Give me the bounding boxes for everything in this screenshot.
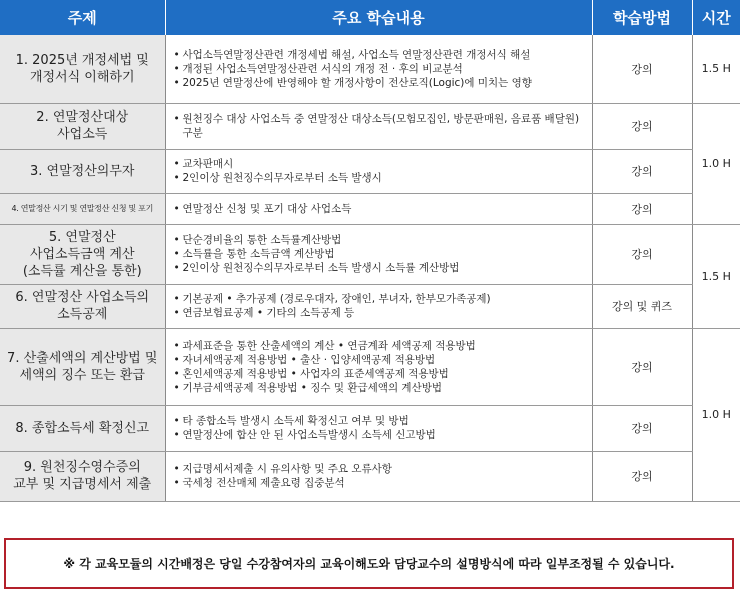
header-row: [0, 0, 740, 35]
content-item: • 개정된 사업소득연말정산관련 서식의 개정 전 · 후의 비교분석: [174, 62, 588, 76]
content-item: • 과세표준을 통한 산출세액의 계산 • 연금계좌 세액공제 적용방법: [174, 339, 588, 353]
method-cell: 강의: [592, 224, 692, 284]
header-time: 시간: [692, 0, 740, 35]
topic-line: 소득공제: [57, 307, 108, 322]
topic-line: 8. 종합소득세 확정신고: [15, 420, 150, 436]
content-item: • 기본공제 • 추가공제 (경로우대자, 장애인, 부녀자, 한부모가족공제): [174, 292, 588, 306]
content-item: • 2인이상 원천징수의무자로부터 소득 발생시 소득률 계산방법: [174, 261, 588, 275]
topic-cell: [0, 328, 165, 405]
notice-text: ※ 각 교육모듈의 시간배정은 당일 수강참여자의 교육이해도와 담당교수의 설명방식에 따라 일부조정될 수 있습니다.: [63, 557, 675, 571]
content-item: • 기부금세액공제 적용방법 • 징수 및 환급세액의 계산방법: [174, 381, 588, 395]
table-row: [0, 405, 740, 451]
topic-line: 교부 및 지급명세서 제출: [13, 477, 152, 492]
topic-line: 세액의 징수 또는 환급: [19, 367, 145, 383]
content-item: • 소득률을 통한 소득금액 계산방법: [174, 247, 588, 261]
topic-line: 1. 2025년 개정세법 및: [15, 52, 149, 68]
content-item: • 국세청 전산매체 제출요령 집중분석: [174, 476, 588, 490]
header-content: 주요 학습내용: [165, 0, 592, 35]
header-method: 학습방법: [592, 0, 692, 35]
content-item: • 2025년 연말정산에 반영해야 할 개정사항이 전산로직(Logic)에 미치는 영향: [174, 76, 588, 90]
topic-cell: [0, 193, 165, 224]
content-item: • 사업소득연말정산관련 개정세법 해설, 사업소득 연말정산관련 개정서식 해설: [174, 48, 588, 62]
topic-cell: [0, 103, 165, 149]
content-item: • 단순경비율의 통한 소득률계산방법: [174, 233, 588, 247]
table-row: [0, 284, 740, 328]
content-item: • 타 종합소득 발생시 소득세 확정신고 여부 및 방법: [174, 414, 588, 428]
table-row: [0, 224, 740, 284]
method-cell: 강의: [592, 103, 692, 149]
time-cell: 1.5 H: [692, 35, 740, 103]
content-cell: [165, 35, 592, 103]
method-cell: 강의: [592, 405, 692, 451]
notice-box: [4, 538, 734, 589]
method-cell: 강의: [592, 193, 692, 224]
topic-line: 7. 산출세액의 계산방법 및: [7, 350, 158, 366]
content-cell: [165, 328, 592, 405]
topic-line: 5. 연말정산: [48, 229, 116, 245]
content-cell: [165, 451, 592, 501]
content-cell: [165, 193, 592, 224]
topic-line: (소득률 계산을 통한): [22, 263, 142, 279]
time-cell: 1.5 H: [692, 224, 740, 328]
content-item: • 2인이상 원천징수의무자로부터 소득 발생시: [174, 171, 588, 185]
content-item: • 연말정산에 합산 안 된 사업소득발생시 소득세 신고방법: [174, 428, 588, 442]
method-cell: 강의: [592, 149, 692, 193]
table-row: [0, 103, 740, 149]
topic-cell: [0, 451, 165, 501]
content-item: • 자녀세액공제 적용방법 • 출산 · 입양세액공제 적용방법: [174, 353, 588, 367]
method-cell: 강의: [592, 328, 692, 405]
content-item: • 연금보험료공제 • 기타의 소득공제 등: [174, 306, 588, 320]
method-cell: 강의: [592, 35, 692, 103]
method-cell: 강의: [592, 451, 692, 501]
table-row: [0, 193, 740, 224]
topic-cell: [0, 35, 165, 103]
content-cell: [165, 224, 592, 284]
method-cell: 강의 및 퀴즈: [592, 284, 692, 328]
content-item: • 지급명세서제출 시 유의사항 및 주요 오류사항: [174, 462, 588, 476]
table-row: [0, 328, 740, 405]
content-item: • 교차판매시: [174, 157, 588, 171]
table-row: [0, 451, 740, 501]
topic-line: 개정서식 이해하기: [29, 69, 135, 85]
topic-line: 6. 연말정산 사업소득의: [15, 290, 150, 305]
content-cell: [165, 284, 592, 328]
topic-cell: [0, 149, 165, 193]
topic-cell: [0, 284, 165, 328]
content-cell: [165, 149, 592, 193]
topic-line: 사업소득: [57, 127, 108, 142]
topic-line: 3. 연말정산의무자: [30, 163, 135, 179]
table-row: [0, 35, 740, 103]
topic-cell: [0, 224, 165, 284]
content-cell: [165, 405, 592, 451]
content-cell: [165, 103, 592, 149]
content-item: • 원천징수 대상 사업소득 중 연말정산 대상소득(모험모집인, 방문판매원, 음료품 배달원)구분: [174, 112, 588, 140]
time-cell: 1.0 H: [692, 103, 740, 224]
topic-line: 2. 연말정산대상: [36, 110, 129, 125]
topic-line: 9. 원천징수영수증의: [23, 460, 141, 475]
header-topic: 주제: [0, 0, 165, 35]
content-item: • 혼인세액공제 적용방법 • 사업자의 표준세액공제 적용방법: [174, 367, 588, 381]
time-cell: 1.0 H: [692, 328, 740, 501]
topic-cell: [0, 405, 165, 451]
topic-line: 4. 연말정산 시기 및 연말정산 신청 및 포기: [11, 203, 154, 213]
table-row: [0, 149, 740, 193]
topic-line: 사업소득금액 계산: [29, 246, 135, 262]
content-item: • 연말정산 신청 및 포기 대상 사업소득: [174, 202, 588, 216]
